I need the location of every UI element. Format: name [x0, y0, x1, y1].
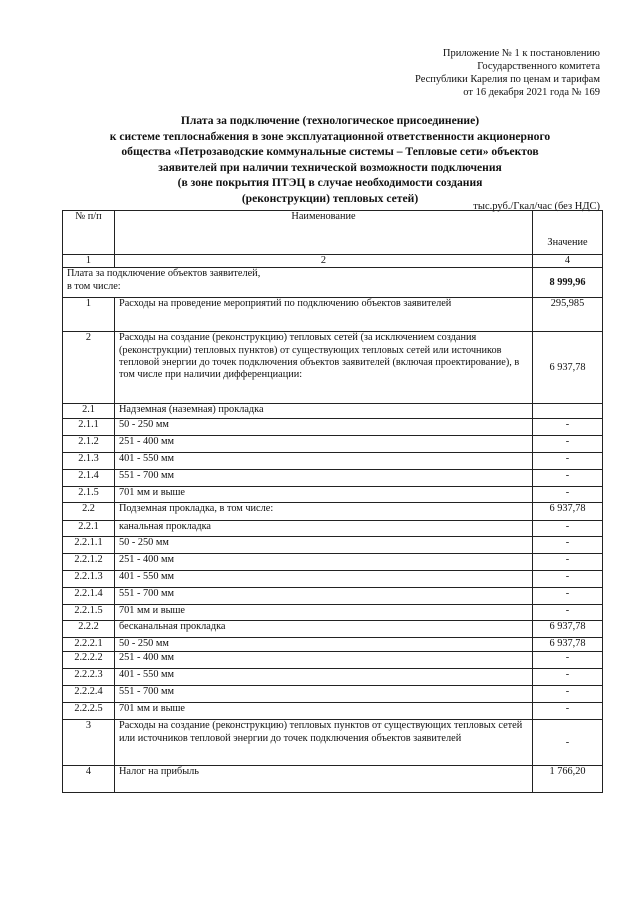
title-line: заявителей при наличии технической возможности подключения — [158, 160, 502, 174]
row-name: 551 - 700 мм — [115, 686, 533, 703]
row-name: 401 - 550 мм — [115, 669, 533, 686]
row-num: 2.2 — [63, 503, 115, 521]
row-name: Расходы на создание (реконструкцию) тепловых пунктов от существующих тепловых сетей или источников тепловой энергии до точек подключения объектов заявителей — [115, 720, 533, 766]
row-name: Налог на прибыль — [115, 766, 533, 793]
title-line: Плата за подключение (технологическое присоединение) — [180, 114, 480, 127]
table-row — [63, 686, 603, 703]
row-num: 2.2.1.2 — [63, 554, 115, 571]
row-num: 2.2.1.5 — [63, 605, 115, 621]
header-num: № п/п — [63, 211, 115, 255]
table-row — [63, 404, 603, 419]
row-value: - — [533, 669, 603, 686]
row-name: 251 - 400 мм — [115, 652, 533, 669]
row-name: 701 мм и выше — [115, 605, 533, 621]
header-name: Наименование — [115, 211, 533, 255]
row-name: 401 - 550 мм — [115, 571, 533, 588]
colnum-value: 4 — [533, 255, 603, 268]
row-name: 50 - 250 мм — [115, 638, 533, 652]
row-name: Расходы на создание (реконструкцию) тепловых сетей (за исключением создания (реконструкции) тепловых пунктов) от существующих тепловых сетей или источников тепловой энергии до точек подключения объектов заявителей (включая проектирование), в том числе при наличии дифференциации: — [115, 332, 533, 404]
units-label: тыс.руб./Гкал/час (без НДС) — [473, 201, 600, 212]
row-name: 50 - 250 мм — [115, 419, 533, 436]
row-name: 701 мм и выше — [115, 487, 533, 503]
row-num: 2.1.4 — [63, 470, 115, 487]
row-num: 4 — [63, 766, 115, 793]
document-title — [60, 113, 600, 206]
row-num: 2.1.1 — [63, 419, 115, 436]
appendix-line: Государственного комитета — [477, 61, 600, 72]
row-num: 3 — [63, 720, 115, 766]
row-value: - — [533, 571, 603, 588]
row-value: 1 766,20 — [533, 766, 603, 793]
table-row — [63, 703, 603, 720]
row-num: 2.2.2 — [63, 621, 115, 638]
row-num: 2.2.2.5 — [63, 703, 115, 720]
table-row — [63, 554, 603, 571]
row-num: 2.2.2.4 — [63, 686, 115, 703]
colnum-num: 1 — [63, 255, 115, 268]
row-name: канальная прокладка — [115, 521, 533, 537]
table-row — [63, 605, 603, 621]
row-value: - — [533, 703, 603, 720]
row-num: 2.2.2.2 — [63, 652, 115, 669]
table-row — [63, 621, 603, 638]
total-label: Плата за подключение объектов заявителей, в том числе: — [63, 268, 533, 298]
table-header-row — [63, 211, 603, 255]
table-row — [63, 332, 603, 404]
title-line: (в зоне покрытия ПТЭЦ в случае необходимости создания — [177, 176, 483, 189]
row-num: 2 — [63, 332, 115, 404]
appendix-line: от 16 декабря 2021 года № 169 — [463, 87, 600, 98]
row-name: 50 - 250 мм — [115, 537, 533, 554]
row-num: 2.1 — [63, 404, 115, 419]
row-value: - — [533, 537, 603, 554]
row-num: 2.2.2.1 — [63, 638, 115, 652]
table-row — [63, 588, 603, 605]
table-row — [63, 720, 603, 766]
row-value: - — [533, 521, 603, 537]
row-value: - — [533, 470, 603, 487]
row-num: 2.2.1.1 — [63, 537, 115, 554]
fee-table — [62, 210, 603, 793]
row-value: 295,985 — [533, 298, 603, 332]
title-line: общества «Петрозаводские коммунальные системы – Тепловые сети» объектов — [121, 145, 539, 158]
table-row — [63, 419, 603, 436]
row-name: Расходы на проведение мероприятий по подключению объектов заявителей — [115, 298, 533, 332]
table-row — [63, 503, 603, 521]
row-name: Надземная (наземная) прокладка — [115, 404, 533, 419]
row-value: - — [533, 554, 603, 571]
appendix-block — [300, 47, 600, 99]
table-row — [63, 652, 603, 669]
row-value: 6 937,78 — [533, 621, 603, 638]
column-number-row — [63, 255, 603, 268]
row-num: 2.1.3 — [63, 453, 115, 470]
colnum-name: 2 — [115, 255, 533, 268]
row-name: 551 - 700 мм — [115, 588, 533, 605]
table-row — [63, 766, 603, 793]
title-line: (реконструкции) тепловых сетей) — [241, 191, 419, 205]
total-row — [63, 268, 603, 298]
row-num: 2.2.1 — [63, 521, 115, 537]
row-value: - — [533, 720, 603, 766]
row-value: 6 937,78 — [533, 638, 603, 652]
table-row — [63, 669, 603, 686]
table-row — [63, 638, 603, 652]
row-value — [533, 404, 603, 419]
table-row — [63, 521, 603, 537]
table-row — [63, 470, 603, 487]
table-row — [63, 453, 603, 470]
table-row — [63, 571, 603, 588]
header-value: Значение — [533, 211, 603, 255]
appendix-line: Республики Карелия по ценам и тарифам — [415, 74, 600, 85]
row-num: 1 — [63, 298, 115, 332]
row-name: 251 - 400 мм — [115, 436, 533, 453]
row-num: 2.2.1.4 — [63, 588, 115, 605]
title-line: к системе теплоснабжения в зоне эксплуатационной ответственности акционерного — [109, 129, 551, 143]
row-name: 551 - 700 мм — [115, 470, 533, 487]
table-row — [63, 436, 603, 453]
row-name: 401 - 550 мм — [115, 453, 533, 470]
total-value: 8 999,96 — [533, 268, 603, 298]
row-num: 2.2.2.3 — [63, 669, 115, 686]
row-value: - — [533, 487, 603, 503]
table-row — [63, 487, 603, 503]
row-name: бесканальная прокладка — [115, 621, 533, 638]
appendix-line: Приложение № 1 к постановлению — [442, 48, 600, 59]
row-num: 2.2.1.3 — [63, 571, 115, 588]
row-value: 6 937,78 — [533, 332, 603, 404]
row-value: - — [533, 453, 603, 470]
row-name: Подземная прокладка, в том числе: — [115, 503, 533, 521]
row-value: - — [533, 686, 603, 703]
row-value: - — [533, 588, 603, 605]
table-row — [63, 537, 603, 554]
row-name: 701 мм и выше — [115, 703, 533, 720]
row-value: - — [533, 419, 603, 436]
row-value: - — [533, 605, 603, 621]
row-value: - — [533, 436, 603, 453]
row-num: 2.1.2 — [63, 436, 115, 453]
row-value: - — [533, 652, 603, 669]
row-value: 6 937,78 — [533, 503, 603, 521]
row-name: 251 - 400 мм — [115, 554, 533, 571]
row-num: 2.1.5 — [63, 487, 115, 503]
table-row — [63, 298, 603, 332]
